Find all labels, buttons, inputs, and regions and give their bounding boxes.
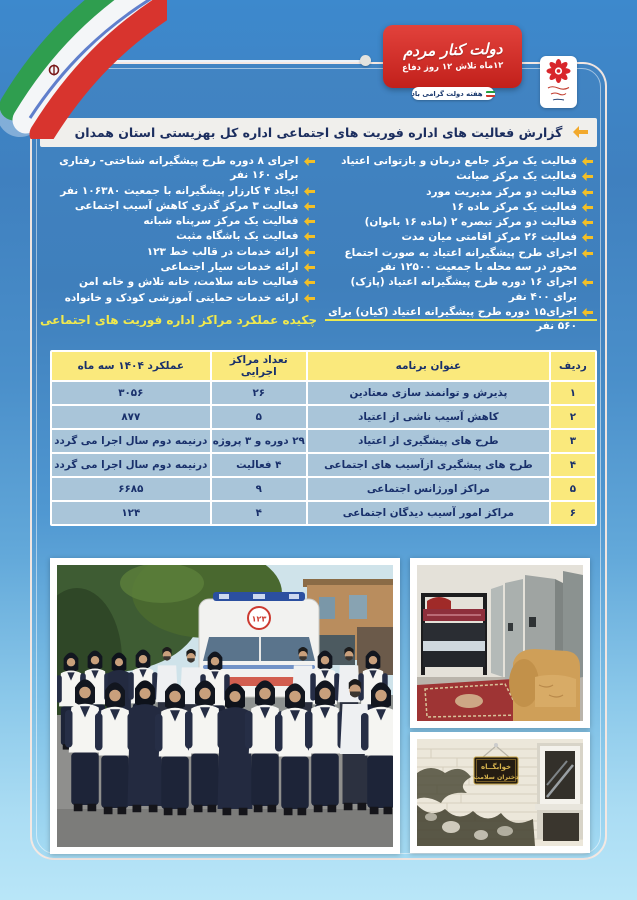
left-arrow-icon	[304, 232, 315, 241]
double-left-arrow-icon	[573, 126, 588, 138]
mini-flag-icon	[486, 91, 495, 97]
list-item	[327, 200, 594, 214]
cell-row-number: ۴	[551, 454, 595, 476]
list-item-text: ارائه خدمات حمایتی آموزشی کودک و خانواده	[64, 291, 299, 304]
shelter-room-photo	[410, 558, 590, 728]
list-item-text: ایجاد ۴ کارزار پیشگیرانه با جمعیت ۱۰۶۳۸۰ نفر	[60, 184, 299, 197]
list-item	[327, 246, 594, 275]
sign-line2: دختران سلامت	[473, 774, 519, 781]
list-item	[327, 169, 594, 183]
cell-centers-count: ۴ فعالیت	[212, 454, 306, 476]
list-item-text: فعالیت ۳ مرکز گذری کاهش آسیب اجتماعی	[74, 199, 299, 212]
list-item-text: اجرای۱۵ دوره طرح پیشگیرانه اعتیاد (کیان) برای ۵۶۰ نفر	[328, 305, 577, 333]
list-item-text: فعالیت یک مرکز سرپناه شبانه	[143, 215, 299, 228]
cell-centers-count: ۵	[212, 406, 306, 428]
cell-centers-count: ۲۹ دوره و ۳ پروژه	[212, 430, 306, 452]
cell-performance: ۳۰۵۶	[52, 382, 210, 404]
table-row	[52, 430, 595, 452]
table-header-performance: عملکرد ۱۴۰۴ سه ماه	[52, 352, 210, 380]
table-header-centers: تعداد مراکز اجرایی	[212, 352, 306, 380]
section-header	[40, 313, 597, 327]
table-row	[52, 478, 595, 500]
behzisti-flower-icon	[540, 56, 577, 108]
list-item	[48, 214, 315, 228]
cell-program-title: پذیرش و توانمند سازی معتادین	[308, 382, 549, 404]
cell-row-number: ۶	[551, 502, 595, 524]
table-header-program: عنوان برنامه	[308, 352, 549, 380]
list-item-text: فعالیت یک باشگاه مثبت	[176, 230, 299, 243]
list-item	[48, 154, 315, 183]
list-item-text: اجرای طرح پیشگیرانه اعتیاد به صورت اجتماع محور در سه محله با جمعیت ۱۲۵۰۰ نفر	[344, 246, 577, 274]
list-item	[327, 275, 594, 304]
list-item-text: ارائه خدمات در قالب خط ۱۲۳	[146, 245, 299, 258]
list-item	[327, 230, 594, 244]
behzisti-logo-card	[540, 56, 577, 108]
cell-row-number: ۳	[551, 430, 595, 452]
list-item-text: فعالیت یک مرکز صیانت	[456, 170, 577, 183]
left-arrow-icon	[304, 248, 315, 257]
report-title: گزارش فعالیت های اداره فوریت های اجتماعی اداره کل بهزیستی استان همدان	[74, 125, 563, 140]
left-arrow-icon	[582, 278, 593, 287]
left-arrow-icon	[582, 203, 593, 212]
cell-program-title: طرح های پیشگیری ازآسیب های اجتماعی	[308, 454, 549, 476]
left-arrow-icon	[582, 249, 593, 258]
left-arrow-icon	[304, 278, 315, 287]
cell-performance: ۶۶۸۵	[52, 478, 210, 500]
list-item-text: فعالیت دو مرکز مدیریت مورد	[426, 185, 577, 198]
table-row	[52, 454, 595, 476]
left-arrow-icon	[582, 157, 593, 166]
left-arrow-icon	[304, 294, 315, 303]
badge-subtitle: ۱۲ماه تلاش ۱۲ روز دفاع	[401, 60, 504, 74]
government-week-badge	[383, 25, 522, 88]
iran-flag-icon	[0, 0, 167, 139]
list-item	[48, 229, 315, 243]
cell-performance: ۱۲۴	[52, 502, 210, 524]
dormitory-sign-photo	[410, 732, 590, 853]
left-arrow-icon	[582, 218, 593, 227]
list-item	[48, 245, 315, 259]
list-item	[327, 154, 594, 168]
badge-caption	[412, 87, 494, 100]
badge-caption-text: هفته دولت گرامی باد	[411, 89, 483, 98]
cell-program-title: طرح های پیشگیری از اعتیاد	[308, 430, 549, 452]
cell-program-title: مراکز امور آسیب دیدگان اجتماعی	[308, 502, 549, 524]
list-item-text: فعالیت دو مرکز تبصره ۲ (ماده ۱۶ بانوان)	[364, 216, 577, 229]
table-row	[52, 382, 595, 404]
cell-performance: ۸۷۷	[52, 406, 210, 428]
cell-program-title: مراکز اورژانس اجتماعی	[308, 478, 549, 500]
cell-performance: درنیمه دوم سال اجرا می گردد	[52, 454, 210, 476]
list-item-text: ارائه خدمات سیار اجتماعی	[160, 261, 299, 274]
table-row	[52, 502, 595, 524]
list-item-text: فعالیت یک مرکز جامع درمان و بازتوانی اعتیاد	[341, 155, 577, 167]
left-arrow-icon	[304, 202, 315, 211]
cell-centers-count: ۹	[212, 478, 306, 500]
list-item	[48, 199, 315, 213]
table-header-row	[52, 352, 595, 380]
performance-table	[50, 350, 597, 526]
list-item	[48, 291, 315, 305]
list-item	[48, 260, 315, 274]
list-item	[48, 184, 315, 198]
activity-list-left	[40, 152, 319, 335]
list-item	[327, 185, 594, 199]
left-arrow-icon	[304, 217, 315, 226]
list-item-text: فعالیت ۲۶ مرکز اقامتی میان مدت	[401, 231, 577, 244]
left-arrow-icon	[582, 172, 593, 181]
list-item-text: اجرای ۸ دوره طرح پیشگیرانه شناختی- رفتاری برای ۱۶۰ نفر	[59, 155, 299, 182]
cell-row-number: ۲	[551, 406, 595, 428]
header-connector-dot	[360, 55, 371, 66]
badge-title: دولت کنار مردم	[402, 39, 503, 61]
cell-row-number: ۱	[551, 382, 595, 404]
left-arrow-icon	[304, 157, 315, 166]
cell-centers-count: ۴	[212, 502, 306, 524]
activity-list-right	[319, 152, 598, 335]
cell-performance: درنیمه دوم سال اجرا می گردد	[52, 430, 210, 452]
list-item	[48, 275, 315, 289]
left-arrow-icon	[304, 187, 315, 196]
section-title: چکیده عملکرد مراکز اداره فوریت های اجتماعی	[40, 313, 318, 327]
left-arrow-icon	[582, 188, 593, 197]
list-item	[327, 215, 594, 229]
table-header-row-number: ردیف	[551, 352, 595, 380]
cell-program-title: کاهش آسیب ناشی از اعتیاد	[308, 406, 549, 428]
staff-group-photo	[50, 558, 400, 854]
left-arrow-icon	[582, 233, 593, 242]
list-item-text: فعالیت خانه سلامت، خانه تلاش و خانه امن	[78, 276, 299, 289]
cell-row-number: ۵	[551, 478, 595, 500]
sign-line1: خوابگــاه	[480, 763, 512, 771]
ambulance-badge: ۱۲۳	[251, 614, 267, 624]
list-item-text: فعالیت یک مرکز ماده ۱۶	[451, 200, 577, 213]
list-item-text: اجرای ۱۶ دوره طرح پیشگیرانه اعتیاد (پازک) برای ۴۰۰ نفر	[350, 276, 577, 303]
table-row	[52, 406, 595, 428]
left-arrow-icon	[304, 263, 315, 272]
cell-centers-count: ۲۶	[212, 382, 306, 404]
section-header-rule	[325, 319, 597, 321]
activity-lists	[40, 152, 597, 335]
